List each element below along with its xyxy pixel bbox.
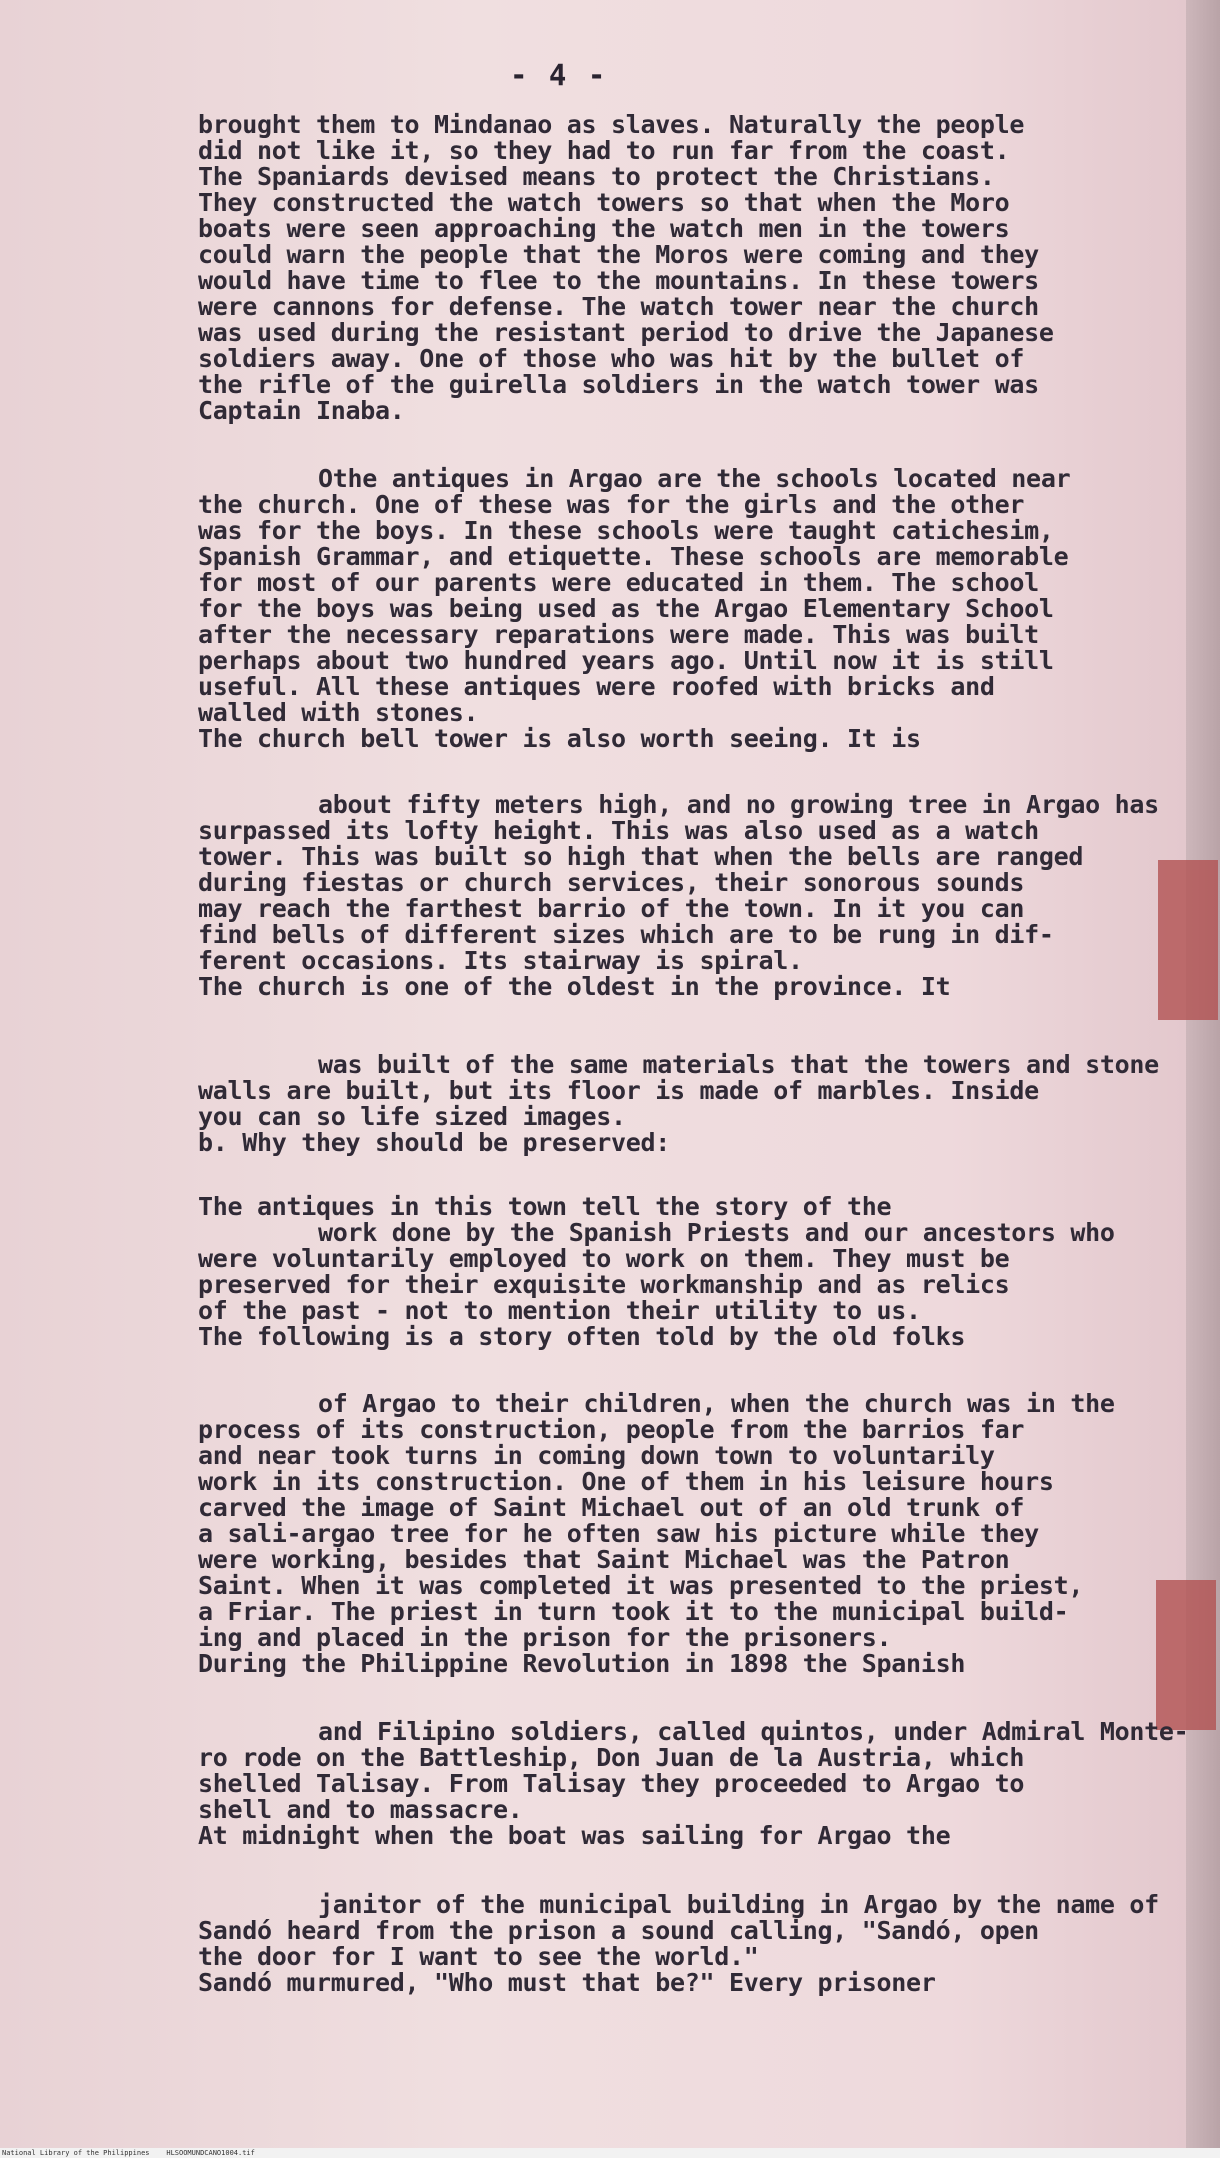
text-line: may reach the farthest barrio of the town. In it you can	[198, 894, 1025, 923]
text-line: The church is one of the oldest in the province. It	[198, 972, 951, 1001]
text-line: At midnight when the boat was sailing for Argao the	[198, 1821, 951, 1850]
text-line: ing and placed in the prison for the prisoners.	[198, 1623, 892, 1652]
text-line: During the Philippine Revolution in 1898 the Spanish	[198, 1649, 966, 1678]
text-line: and Filipino soldiers, called quintos, under Admiral Monte-	[318, 1717, 1189, 1746]
text-line: and near took turns in coming down town to voluntarily	[198, 1441, 995, 1470]
text-line: The following is a story often told by the old folks	[198, 1322, 966, 1351]
text-line: surpassed its lofty height. This was also used as a watch	[198, 816, 1039, 845]
text-line: the church. One of these was for the girls and the other	[198, 490, 1025, 519]
text-line: were voluntarily employed to work on them. They must be	[198, 1244, 1010, 1273]
text-line: The church bell tower is also worth seeing. It is	[198, 724, 921, 753]
text-line: Sandó heard from the prison a sound calling, "Sandó, open	[198, 1916, 1039, 1945]
text-line: for most of our parents were educated in them. The school	[198, 568, 1039, 597]
text-line: process of its construction, people from the barrios far	[198, 1415, 1025, 1444]
red-tab-marker	[1158, 860, 1218, 1020]
text-line: the rifle of the guirella soldiers in the watch tower was	[198, 370, 1039, 399]
text-line: Spanish Grammar, and etiquette. These schools are memorable	[198, 542, 1069, 571]
text-line: were cannons for defense. The watch tower near the church	[198, 292, 1039, 321]
text-line: perhaps about two hundred years ago. Until now it is still	[198, 646, 1054, 675]
text-line: Captain Inaba.	[198, 396, 405, 425]
text-line: was used during the resistant period to drive the Japanese	[198, 318, 1054, 347]
text-line: shelled Talisay. From Talisay they proceeded to Argao to	[198, 1769, 1025, 1798]
text-line: were working, besides that Saint Michael was the Patron	[198, 1545, 1010, 1574]
text-line: tower. This was built so high that when the bells are ranged	[198, 842, 1084, 871]
text-line: soldiers away. One of those who was hit by the bullet of	[198, 344, 1025, 373]
text-line: carved the image of Saint Michael out of an old trunk of	[198, 1493, 1025, 1522]
text-line: preserved for their exquisite workmanship and as relics	[198, 1270, 1010, 1299]
text-line: work done by the Spanish Priests and our ancestors who	[318, 1218, 1115, 1247]
text-line: did not like it, so they had to run far from the coast.	[198, 136, 1010, 165]
text-line: of the past - not to mention their utility to us.	[198, 1296, 921, 1325]
text-line: was for the boys. In these schools were taught catichesim,	[198, 516, 1054, 545]
text-line: of Argao to their children, when the church was in the	[318, 1389, 1115, 1418]
text-line: was built of the same materials that the towers and stone	[318, 1050, 1159, 1079]
text-line: useful. All these antiques were roofed with bricks and	[198, 672, 995, 701]
text-line: a sali-argao tree for he often saw his picture while they	[198, 1519, 1039, 1548]
text-line: b. Why they should be preserved:	[198, 1128, 671, 1157]
text-line: Saint. When it was completed it was presented to the priest,	[198, 1571, 1084, 1600]
text-line: walls are built, but its floor is made of marbles. Inside	[198, 1076, 1039, 1105]
text-line: They constructed the watch towers so that when the Moro	[198, 188, 1010, 217]
text-line: work in its construction. One of them in his leisure hours	[198, 1467, 1054, 1496]
text-line: The Spaniards devised means to protect the Christians.	[198, 162, 995, 191]
text-line: during fiestas or church services, their sonorous sounds	[198, 868, 1025, 897]
text-line: would have time to flee to the mountains. In these towers	[198, 266, 1039, 295]
text-line: the door for I want to see the world."	[198, 1942, 759, 1971]
page-number: - 4 -	[510, 58, 608, 92]
text-line: you can so life sized images.	[198, 1102, 626, 1131]
text-line: Sandó murmured, "Who must that be?" Every prisoner	[198, 1968, 936, 1997]
scan-footer: National Library of the Philippines HLSOOMUNDCANO1004.tif	[0, 2148, 1220, 2158]
text-line: after the necessary reparations were made. This was built	[198, 620, 1039, 649]
text-line: walled with stones.	[198, 698, 479, 727]
text-line: Othe antiques in Argao are the schools located near	[318, 464, 1071, 493]
text-line: ro rode on the Battleship, Don Juan de la Austria, which	[198, 1743, 1025, 1772]
text-line: brought them to Mindanao as slaves. Naturally the people	[198, 110, 1025, 139]
text-line: janitor of the municipal building in Argao by the name of	[318, 1890, 1159, 1919]
text-line: ferent occasions. Its stairway is spiral.	[198, 946, 803, 975]
text-line: boats were seen approaching the watch men in the towers	[198, 214, 1010, 243]
text-line: shell and to massacre.	[198, 1795, 523, 1824]
text-line: about fifty meters high, and no growing tree in Argao has	[318, 790, 1159, 819]
text-line: The antiques in this town tell the story of the	[198, 1192, 892, 1221]
page-edge	[1186, 0, 1220, 2148]
red-tab-marker	[1156, 1580, 1216, 1730]
text-line: for the boys was being used as the Argao Elementary School	[198, 594, 1054, 623]
text-line: find bells of different sizes which are to be rung in dif-	[198, 920, 1054, 949]
text-line: a Friar. The priest in turn took it to the municipal build-	[198, 1597, 1069, 1626]
text-line: could warn the people that the Moros were coming and they	[198, 240, 1039, 269]
